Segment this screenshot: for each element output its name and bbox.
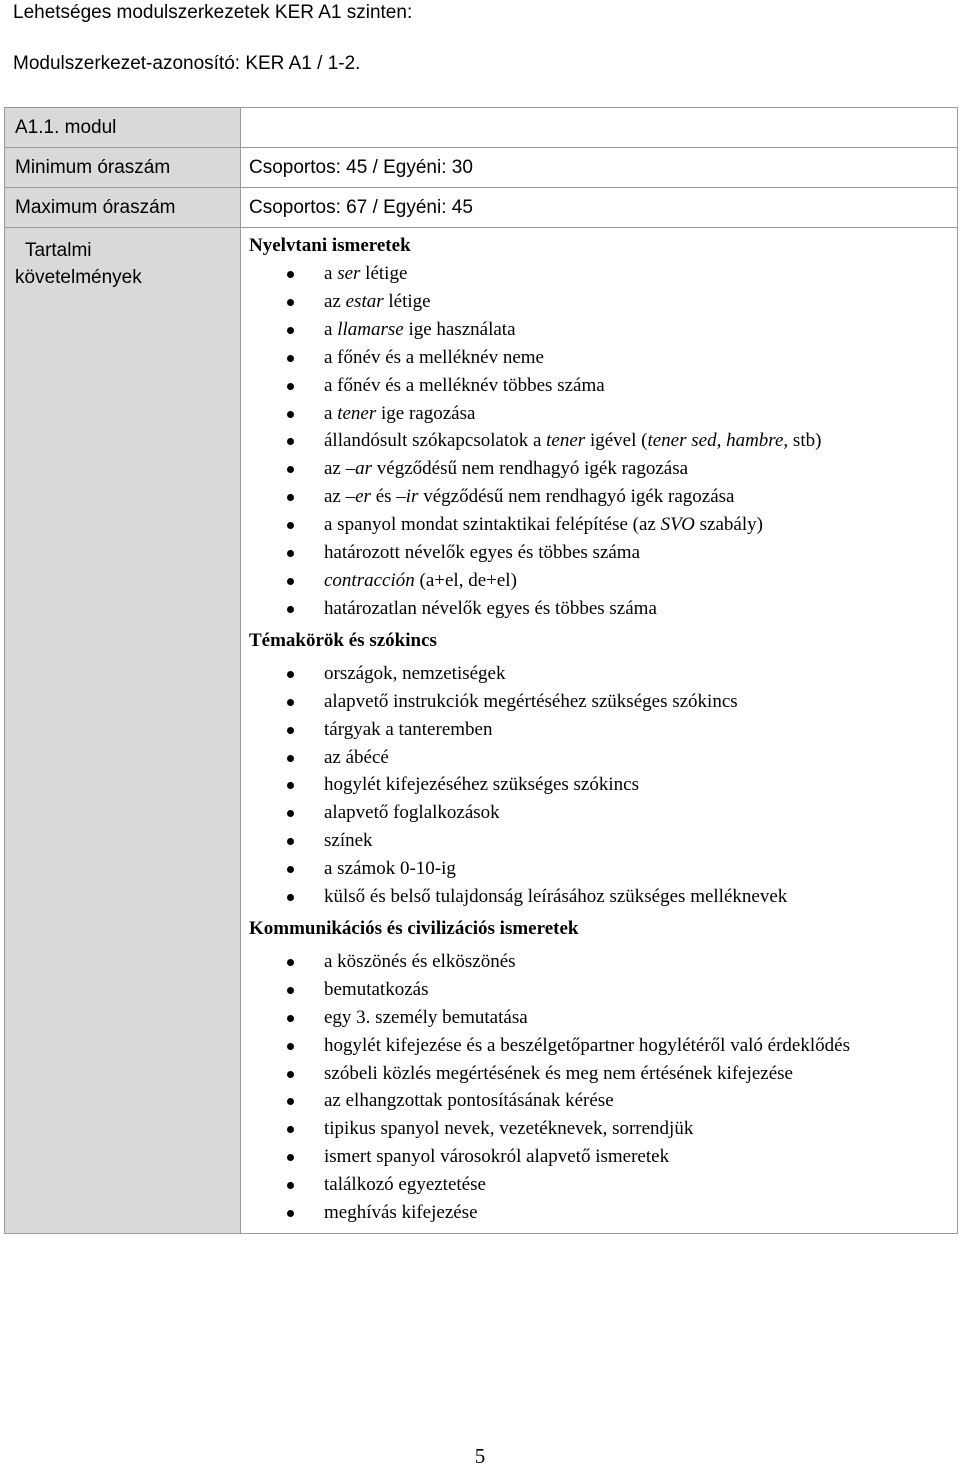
communication-item-text: tipikus spanyol nevek, vezetéknevek, sorrendjük — [324, 1118, 694, 1140]
communication-item — [241, 1115, 957, 1143]
bullet-icon — [287, 727, 294, 734]
communication-item-text: találkozó egyeztetése — [324, 1174, 486, 1196]
grammar-list — [241, 260, 957, 623]
topic-item — [241, 883, 957, 911]
communication-item — [241, 1004, 957, 1032]
communication-item-text: ismert spanyol városokról alapvető ismeretek — [324, 1146, 670, 1168]
bullet-icon — [287, 959, 294, 966]
bullet-icon — [287, 810, 294, 817]
bullet-icon — [287, 606, 294, 613]
grammar-item-text: stb) — [788, 430, 822, 452]
grammar-item — [241, 316, 957, 344]
bullet-icon — [287, 1210, 294, 1217]
grammar-item-text: határozott névelők egyes és többes száma — [324, 542, 641, 564]
bullet-icon — [287, 466, 294, 473]
communication-section-title: Kommunikációs és civilizációs ismeretek — [249, 917, 579, 939]
communication-item — [241, 1171, 957, 1199]
topic-item-text: színek — [324, 830, 373, 852]
grammar-item-text: és — [370, 486, 397, 508]
grammar-item — [241, 511, 957, 539]
bullet-icon — [287, 987, 294, 994]
grammar-item-text: határozatlan névelők egyes és többes száma — [324, 597, 657, 619]
grammar-item-text: ser — [337, 263, 361, 284]
grammar-item-text: az — [324, 486, 346, 508]
grammar-item-text: estar — [345, 290, 384, 312]
grammar-item-text: (a+el, de+el) — [414, 569, 517, 591]
module-title: A1.1. modul — [15, 117, 117, 138]
grammar-item-text: –er — [345, 486, 371, 508]
grammar-item — [241, 567, 957, 595]
topic-item — [241, 744, 957, 772]
grammar-item — [241, 539, 957, 567]
grammar-item-text: szabály) — [694, 514, 763, 536]
min-hours-label: Minimum óraszám — [15, 157, 171, 178]
grammar-item-text: ige használata — [403, 318, 516, 340]
min-hours-value: Csoportos: 45 / Egyéni: 30 — [249, 157, 473, 178]
page-number: 5 — [474, 1444, 486, 1468]
grammar-item — [241, 455, 957, 483]
grammar-item — [241, 400, 957, 428]
grammar-item-text: igével ( — [585, 430, 648, 452]
communication-item — [241, 1199, 957, 1227]
communication-item-text: szóbeli közlés megértésének és meg nem értésének kifejezése — [324, 1062, 793, 1084]
grammar-item-text: a — [324, 263, 338, 284]
communication-item — [241, 1032, 957, 1060]
communication-item-text: meghívás kifejezése — [324, 1202, 478, 1224]
grammar-item-text: a — [324, 402, 338, 424]
grammar-item-text: végződésű nem rendhagyó igék ragozása — [372, 458, 689, 480]
communication-item-text: az elhangzottak pontosításának kérése — [324, 1090, 614, 1112]
document-heading: Lehetséges modulszerkezetek KER A1 szinten: — [13, 2, 413, 23]
bullet-icon — [287, 755, 294, 762]
grammar-item-text: tener — [337, 402, 377, 424]
grammar-item-text: az — [324, 290, 346, 312]
min-hours-row — [5, 148, 958, 188]
topic-item-text: az ábécé — [324, 746, 389, 768]
topic-item — [241, 688, 957, 716]
bullet-icon — [287, 299, 294, 306]
bullet-icon — [287, 1043, 294, 1050]
grammar-item — [241, 260, 957, 288]
bullet-icon — [287, 438, 294, 445]
grammar-item-text: állandósult szókapcsolatok a — [324, 430, 547, 452]
bullet-icon — [287, 699, 294, 706]
bullet-icon — [287, 522, 294, 529]
communication-item — [241, 948, 957, 976]
communication-item — [241, 1060, 957, 1088]
bullet-icon — [287, 1098, 294, 1105]
module-structure-id: Modulszerkezet-azonosító: KER A1 / 1-2. — [13, 53, 361, 74]
grammar-item-text: –ar — [345, 458, 373, 480]
communication-item-text: bemutatkozás — [324, 978, 429, 1000]
bullet-icon — [287, 494, 294, 501]
requirements-label-line2: követelmények — [15, 267, 142, 288]
topic-item-text: alapvető instrukciók megértéséhez szükséges szókincs — [324, 690, 738, 712]
bullet-icon — [287, 411, 294, 418]
topic-item — [241, 827, 957, 855]
communication-item-text: a köszönés és elköszönés — [324, 950, 516, 972]
grammar-item — [241, 427, 957, 455]
grammar-item-text: a főnév és a melléknév neme — [324, 346, 544, 368]
bullet-icon — [287, 1015, 294, 1022]
topic-item-text: külső és belső tulajdonság leírásához szükséges melléknevek — [324, 886, 788, 908]
topic-item — [241, 855, 957, 883]
max-hours-value: Csoportos: 67 / Egyéni: 45 — [249, 197, 473, 218]
topic-item-text: a számok 0-10-ig — [324, 858, 456, 880]
max-hours-label: Maximum óraszám — [15, 197, 176, 218]
grammar-item — [241, 483, 957, 511]
topic-item — [241, 660, 957, 688]
grammar-item — [241, 372, 957, 400]
communication-item-text: hogylét kifejezése és a beszélgetőpartner hogylétéről való érdeklődés — [324, 1034, 850, 1056]
grammar-item-text: az — [324, 458, 346, 480]
grammar-item — [241, 595, 957, 623]
bullet-icon — [287, 1126, 294, 1133]
grammar-item-text: ige ragozása — [376, 402, 476, 424]
communication-item-text: egy 3. személy bemutatása — [324, 1006, 528, 1028]
bullet-icon — [287, 782, 294, 789]
grammar-item-text: végződésű nem rendhagyó igék ragozása — [418, 486, 735, 508]
bullet-icon — [287, 578, 294, 585]
module-table — [4, 107, 958, 1234]
topic-item-text: hogylét kifejezéséhez szükséges szókincs — [324, 774, 639, 796]
bullet-icon — [287, 1071, 294, 1078]
grammar-item-text: a spanyol mondat szintaktikai felépítése (az — [324, 514, 661, 536]
grammar-item-text: létige — [383, 290, 431, 312]
bullet-icon — [287, 866, 294, 873]
topics-list — [241, 660, 957, 911]
grammar-section-title: Nyelvtani ismeretek — [249, 235, 411, 256]
bullet-icon — [287, 355, 294, 362]
bullet-icon — [287, 550, 294, 557]
grammar-item-text: llamarse — [337, 318, 404, 340]
communication-list — [241, 948, 957, 1227]
grammar-item-text: contracción — [324, 569, 415, 591]
grammar-item-text: SVO — [660, 514, 695, 536]
requirements-row — [5, 228, 958, 1234]
requirements-content — [241, 228, 958, 1234]
grammar-item — [241, 288, 957, 316]
grammar-item — [241, 344, 957, 372]
bullet-icon — [287, 894, 294, 901]
requirements-label-line1: Tartalmi — [25, 240, 92, 261]
communication-item — [241, 1087, 957, 1115]
topic-item-text: alapvető foglalkozások — [324, 802, 500, 824]
topic-item — [241, 771, 957, 799]
bullet-icon — [287, 383, 294, 390]
topic-item — [241, 799, 957, 827]
bullet-icon — [287, 271, 294, 278]
communication-item — [241, 976, 957, 1004]
topic-item — [241, 716, 957, 744]
module-title-row — [5, 108, 958, 148]
grammar-item-text: tener — [546, 430, 586, 452]
bullet-icon — [287, 327, 294, 334]
topic-item-text: országok, nemzetiségek — [324, 662, 506, 684]
bullet-icon — [287, 671, 294, 678]
grammar-item-text: létige — [360, 263, 408, 284]
grammar-item-text: tener sed, hambre, — [647, 430, 789, 452]
grammar-item-text: a főnév és a melléknév többes száma — [324, 374, 605, 396]
grammar-item-text: –ir — [396, 486, 419, 508]
topics-section-title: Témakörök és szókincs — [249, 629, 437, 651]
bullet-icon — [287, 1154, 294, 1161]
topic-item-text: tárgyak a tanteremben — [324, 718, 493, 740]
bullet-icon — [287, 838, 294, 845]
max-hours-row — [5, 188, 958, 228]
communication-item — [241, 1143, 957, 1171]
bullet-icon — [287, 1182, 294, 1189]
grammar-item-text: a — [324, 318, 338, 340]
